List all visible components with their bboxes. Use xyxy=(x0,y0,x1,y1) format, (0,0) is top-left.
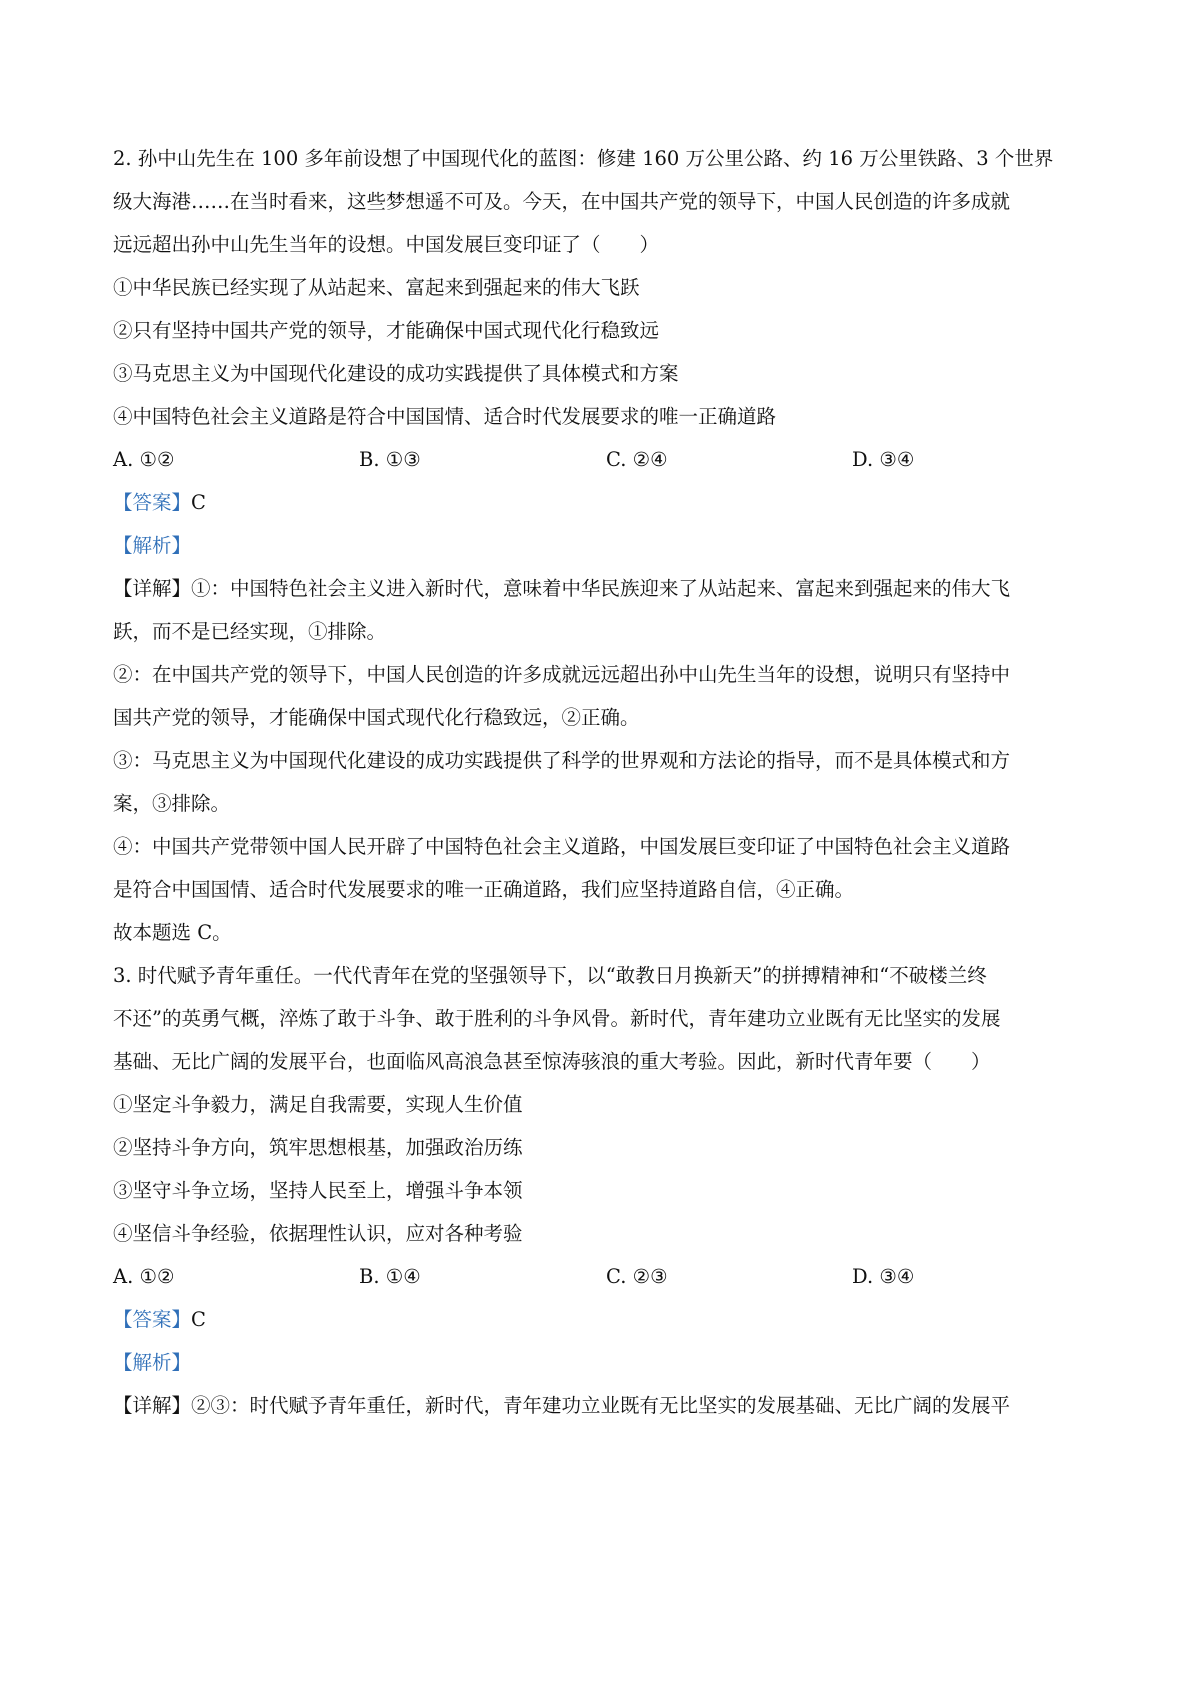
q2-detail-line-3: ②：在中国共产党的领导下，中国人民创造的许多成就远远超出孙中山先生当年的设想，说明只有坚持中 xyxy=(113,663,1011,686)
q3-answer-tag: 【答案】 xyxy=(113,1308,192,1331)
q2-stem-line-3: 远远超出孙中山先生当年的设想。中国发展巨变印证了（ ） xyxy=(113,233,660,256)
q2-statement-3: ③马克思主义为中国现代化建设的成功实践提供了具体模式和方案 xyxy=(113,362,679,385)
q2-analysis xyxy=(113,531,1103,561)
q3-detail-line-1 xyxy=(113,1391,1103,1421)
q2-detail-line-9: 故本题选 C。 xyxy=(113,921,232,944)
q2-stem-line-2: 级大海港……在当时看来，这些梦想遥不可及。今天，在中国共产党的领导下，中国人民创造的许多成就 xyxy=(113,190,1011,213)
q3-stem-line-2: 不还”的英勇气概，淬炼了敢于斗争、敢于胜利的斗争风骨。新时代，青年建功立业既有无比坚实的发展 xyxy=(113,1007,1001,1030)
q3-option-d: D. ③④ xyxy=(852,1265,915,1288)
q2-detail-line-7: ④：中国共产党带领中国人民开辟了中国特色社会主义道路，中国发展巨变印证了中国特色社会主义道路 xyxy=(113,835,1011,858)
q2-answer-value: C xyxy=(191,491,206,514)
q2-detail-line-5: ③：马克思主义为中国现代化建设的成功实践提供了科学的世界观和方法论的指导，而不是具体模式和方 xyxy=(113,749,1011,772)
q3-option-a: A. ①② xyxy=(113,1265,175,1288)
q2-detail-line-8: 是符合中国国情、适合时代发展要求的唯一正确道路，我们应坚持道路自信，④正确。 xyxy=(113,878,855,901)
q2-detail-tag: 【详解】 xyxy=(113,577,192,600)
q2-statement-1: ①中华民族已经实现了从站起来、富起来到强起来的伟大飞跃 xyxy=(113,276,640,299)
q2-option-d: D. ③④ xyxy=(852,448,915,471)
q3-option-b: B. ①④ xyxy=(359,1265,421,1288)
q2-analysis-tag: 【解析】 xyxy=(113,534,192,557)
q2-detail-line-4: 国共产党的领导，才能确保中国式现代化行稳致远，②正确。 xyxy=(113,706,640,729)
q2-options xyxy=(113,445,1103,475)
q3-analysis-tag: 【解析】 xyxy=(113,1351,192,1374)
q2-option-c: C. ②④ xyxy=(606,448,668,471)
q2-detail-text: ①：中国特色社会主义进入新时代，意味着中华民族迎来了从站起来、富起来到强起来的伟大飞 xyxy=(191,577,1011,600)
q3-stem-line-1: 3. 时代赋予青年重任。一代代青年在党的坚强领导下，以“敢教日月换新天”的拼搏精神和“不破楼兰终 xyxy=(113,964,987,987)
q3-stem-line-3: 基础、无比广阔的发展平台，也面临风高浪急甚至惊涛骇浪的重大考验。因此，新时代青年要（ ） xyxy=(113,1050,991,1073)
q3-detail-text: ②③：时代赋予青年重任，新时代，青年建功立业既有无比坚实的发展基础、无比广阔的发展平 xyxy=(191,1394,1011,1417)
q3-answer-value: C xyxy=(191,1308,206,1331)
q3-option-c: C. ②③ xyxy=(606,1265,668,1288)
q2-stem-line-1: 2. 孙中山先生在 100 多年前设想了中国现代化的蓝图：修建 160 万公里公路、约 16 万公里铁路、3 个世界 xyxy=(113,147,1054,170)
q3-options xyxy=(113,1262,1103,1292)
q2-detail-line-1 xyxy=(113,574,1103,604)
q2-detail-line-6: 案，③排除。 xyxy=(113,792,231,815)
q2-answer-tag: 【答案】 xyxy=(113,491,192,514)
q3-statement-4: ④坚信斗争经验，依据理性认识，应对各种考验 xyxy=(113,1222,523,1245)
q3-detail-tag: 【详解】 xyxy=(113,1394,192,1417)
q3-analysis xyxy=(113,1348,1103,1378)
q3-statement-2: ②坚持斗争方向，筑牢思想根基，加强政治历练 xyxy=(113,1136,523,1159)
q2-detail-line-2: 跃，而不是已经实现，①排除。 xyxy=(113,620,387,643)
q2-option-a: A. ①② xyxy=(113,448,175,471)
q2-answer xyxy=(113,488,1103,518)
q2-statement-2: ②只有坚持中国共产党的领导，才能确保中国式现代化行稳致远 xyxy=(113,319,660,342)
q3-answer xyxy=(113,1305,1103,1335)
q3-statement-1: ①坚定斗争毅力，满足自我需要，实现人生价值 xyxy=(113,1093,523,1116)
q2-statement-4: ④中国特色社会主义道路是符合中国国情、适合时代发展要求的唯一正确道路 xyxy=(113,405,777,428)
q3-statement-3: ③坚守斗争立场，坚持人民至上，增强斗争本领 xyxy=(113,1179,523,1202)
q2-option-b: B. ①③ xyxy=(359,448,421,471)
